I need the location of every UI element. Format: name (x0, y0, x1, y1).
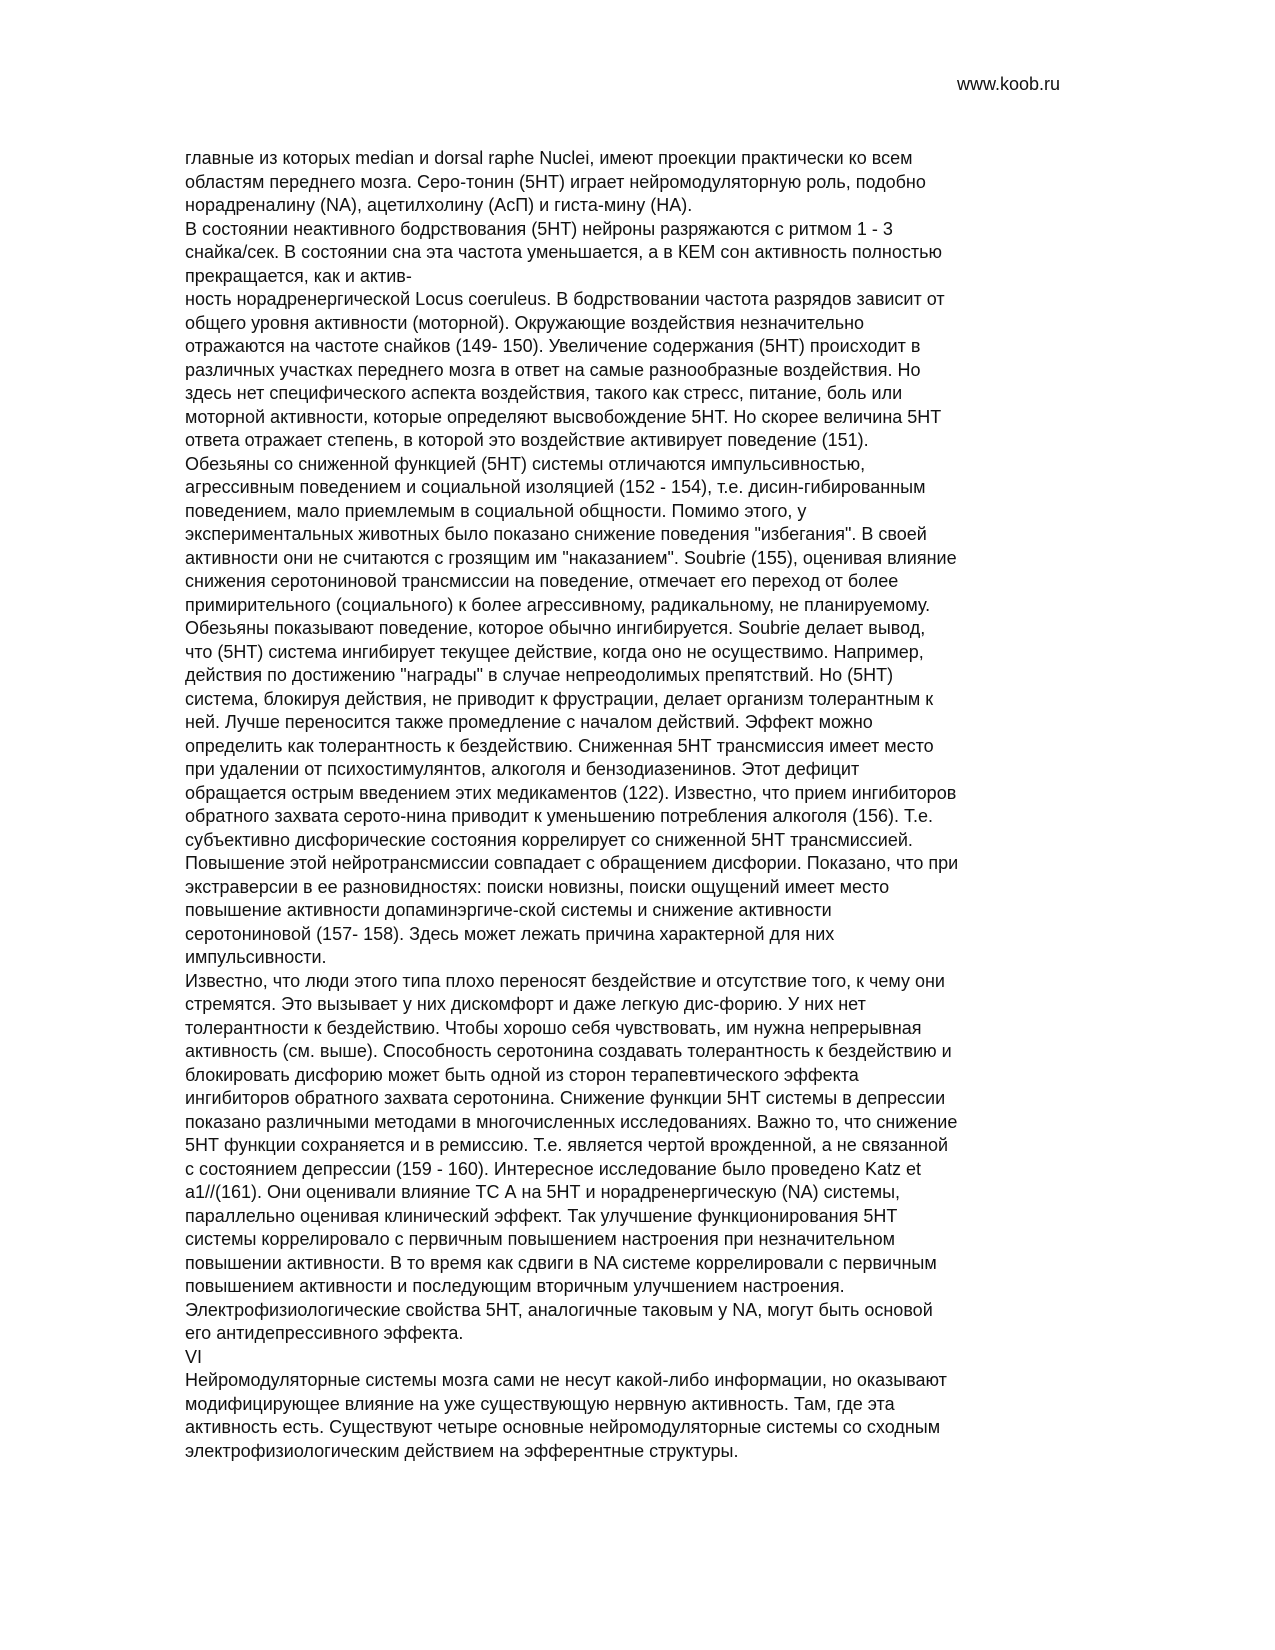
text-line: Повышение этой нейротрансмиссии совпадает с обращением дисфории. Показано, что при (185, 853, 959, 873)
text-line: активность (см. выше). Способность серотонина создавать толерантность к бездействию и (185, 1041, 952, 1061)
text-line: его антидепрессивного эффекта. (185, 1323, 464, 1343)
text-line: электрофизиологическим действием на эфферентные структуры. (185, 1440, 739, 1461)
text-line: повышении активности. В то время как сдвиги в NA системе коррелировали с первичным (185, 1252, 937, 1273)
text-line: что (5НТ) система ингибирует текущее действие, когда оно не осуществимо. Например, (185, 641, 924, 662)
site-url[interactable]: www.koob.ru (957, 74, 1061, 94)
text-line: снижения серотониновой трансмиссии на поведение, отмечает его переход от более (185, 571, 899, 591)
text-line: обратного захвата серото-нина приводит к уменьшению потребления алкоголя (156). Т.е. (185, 806, 934, 826)
text-line: показано различными методами в многочисленных исследованиях. Важно то, что снижение (185, 1111, 958, 1132)
text-line: при удалении от психостимулянтов, алкоголя и бензодиазенинов. Этот дефицит (185, 759, 860, 779)
text-line: снайка/сек. В состоянии сна эта частота уменьшается, а в КЕМ сон активность полностью (185, 242, 942, 262)
text-line: субъективно дисфорические состояния коррелирует со сниженной 5НТ трансмиссией. (185, 829, 913, 850)
text-line: серотониновой (157- 158). Здесь может лежать причина характерной для них (185, 923, 835, 944)
text-line: активность есть. Существуют четыре основные нейромодуляторные системы со сходным (185, 1417, 941, 1437)
text-line: агрессивным поведением и социальной изоляцией (152 - 154), т.е. дисин-гибированным (185, 477, 926, 497)
text-line: В состоянии неактивного бодрствования (5НТ) нейроны разряжаются с ритмом 1 - 3 (185, 218, 893, 239)
text-line: ность норадренергической Locus coeruleus. В бодрствовании частота разрядов зависит от (185, 289, 945, 309)
text-line: обращается острым введением этих медикаментов (122). Известно, что прием ингибиторов (185, 782, 957, 803)
text-line: ней. Лучше переносится также промедление с началом действий. Эффект можно (185, 712, 873, 732)
text-line: экстраверсии в ее разновидностях: поиски новизны, поиски ощущений имеет место (185, 876, 890, 897)
text-line: поведением, мало приемлемым в социальной общности. Помимо этого, у (185, 500, 807, 521)
text-line: определить как толерантность к бездействию. Сниженная 5НТ трансмиссия имеет место (185, 735, 934, 756)
text-line: отражаются на частоте снайков (149- 150). Увеличение содержания (5НТ) происходит в (185, 336, 921, 356)
text-line: модифицирующее влияние на уже существующую нервную активность. Там, где эта (185, 1393, 895, 1414)
text-line: VI (185, 1346, 203, 1367)
text-line: повышением активности и последующим вторичным улучшением настроения. (185, 1276, 845, 1296)
text-line: система, блокируя действия, не приводит к фрустрации, делает организм толерантным к (185, 688, 934, 709)
text-line: активности они не считаются с грозящим им "наказанием". Soubrie (155), оценивая влияние (185, 547, 957, 568)
text-line: прекращается, как и актив- (185, 265, 412, 286)
text-line: моторной активности, которые определяют высвобождение 5НТ. Но скорее величина 5НТ (185, 406, 942, 427)
text-line: норадреналину (NA), ацетилхолину (АсП) и гиста-мину (НА). (185, 195, 693, 215)
text-line: системы коррелировало с первичным повышением настроения при незначительном (185, 1229, 895, 1249)
text-line: Обезьяны со сниженной функцией (5НТ) системы отличаются импульсивностью, (185, 453, 866, 474)
text-line: общего уровня активности (моторной). Окружающие воздействия незначительно (185, 312, 865, 333)
text-line: 5НТ функции сохраняется и в ремиссию. Т.е. является чертой врожденной, а не связанной (185, 1135, 949, 1155)
text-line: Нейромодуляторные системы мозга сами не несут какой-либо информации, но оказывают (185, 1370, 947, 1390)
text-line: блокировать дисфорию может быть одной из сторон терапевтического эффекта (185, 1064, 859, 1085)
text-line: толерантности к бездействию. Чтобы хорошо себя чувствовать, им нужна непрерывная (185, 1017, 922, 1038)
text-line: различных участках переднего мозга в ответ на самые разнообразные воздействия. Но (185, 359, 921, 380)
text-line: Известно, что люди этого типа плохо переносят бездействие и отсутствие того, к чему они (185, 970, 945, 991)
text-line: импульсивности. (185, 947, 327, 967)
text-line: a1//(161). Они оценивали влияние ТС А на 5НТ и норадренергическую (NA) системы, (185, 1182, 901, 1202)
text-line: повышение активности допаминэргиче-ской системы и снижение активности (185, 900, 832, 920)
text-line: ответа отражает степень, в которой это воздействие активирует поведение (151). (185, 430, 869, 450)
text-line: стремятся. Это вызывает у них дискомфорт и даже легкую дис-форию. У них нет (185, 994, 866, 1014)
text-line: действия по достижению "награды" в случае непреодолимых препятствий. Но (5НТ) (185, 665, 894, 685)
text-line: ингибиторов обратного захвата серотонина. Снижение функции 5НТ системы в депрессии (185, 1088, 946, 1108)
text-line: здесь нет специфического аспекта воздействия, такого как стресс, питание, боль или (185, 383, 903, 403)
text-line: параллельно оценивая клинический эффект. Так улучшение функционирования 5НТ (185, 1205, 898, 1226)
text-line: примирительного (социального) к более агрессивному, радикальному, не планируемому. (185, 594, 931, 615)
text-line: областям переднего мозга. Серо-тонин (5НТ) играет нейромодуляторную роль, подобно (185, 171, 926, 192)
text-line: Обезьяны показывают поведение, которое обычно ингибируется. Soubrie делает вывод, (185, 618, 926, 638)
text-line: главные из которых median и dorsal raphe Nuclei, имеют проекции практически ко всем (185, 148, 913, 168)
text-line: Электрофизиологические свойства 5НТ, аналогичные таковым у NA, могут быть основой (185, 1299, 933, 1320)
text-line: экспериментальных животных было показано снижение поведения "избегания". В своей (185, 524, 927, 544)
body-text (185, 147, 1085, 1463)
text-line: с состоянием депрессии (159 - 160). Интересное исследование было проведено Katz et (185, 1158, 922, 1179)
